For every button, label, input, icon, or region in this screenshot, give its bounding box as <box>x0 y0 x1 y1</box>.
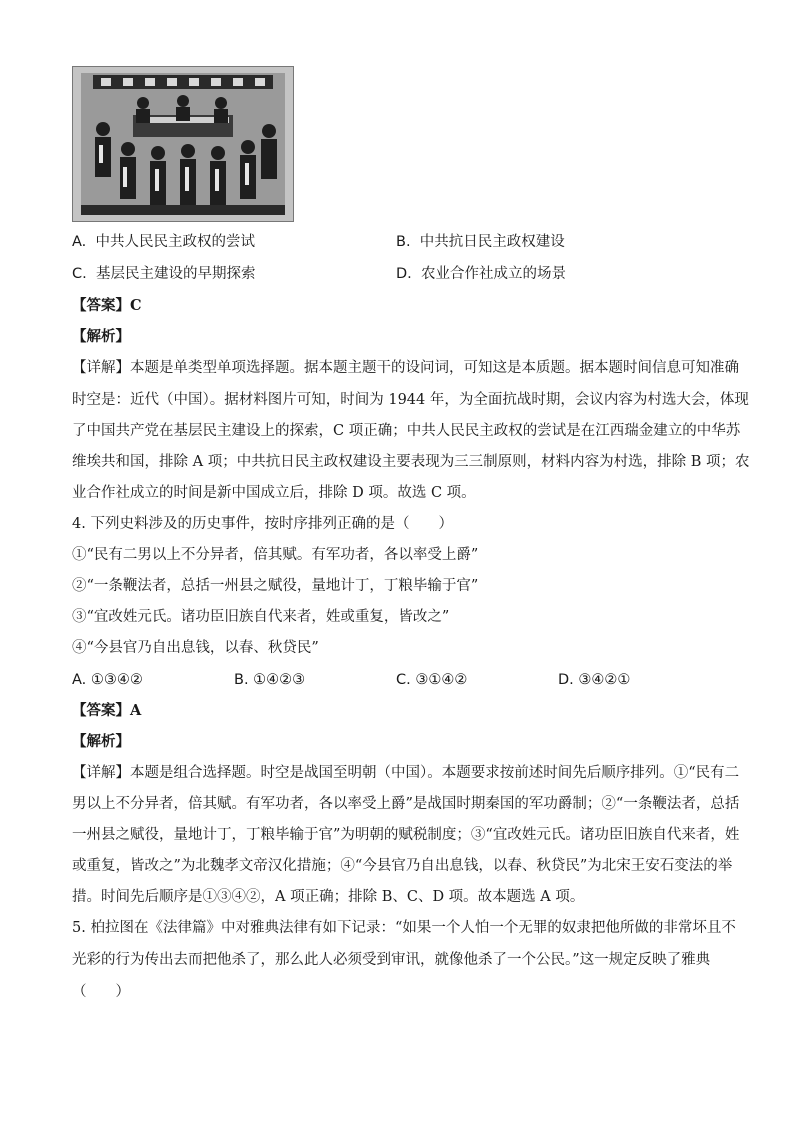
q4-detail-line: 【详解】本题是组合选择题。时空是战国至明朝（中国）。本题要求按前述时间先后顺序排列。①“民有二 <box>72 765 740 781</box>
q4-item: ③“宜改姓元氏。诸功臣旧族自代来者，姓或重复，皆改之” <box>72 609 450 625</box>
q5-stem-line: （ ） <box>72 984 130 1000</box>
q3-detail-line: 维埃共和国，排除 A 项；中共抗日民主政权建设主要表现为三三制原则，材料内容为村选，排除 B 项；农 <box>72 454 750 470</box>
q4-answer: 【答案】A <box>72 702 142 719</box>
q4-item: ②“一条鞭法者，总括一州县之赋役，量地计丁，丁粮毕输于官” <box>72 578 479 594</box>
q4-detail-line: 一州县之赋役，量地计丁，丁粮毕输于官”为明朝的赋税制度；③“宜改姓元氏。诸功臣旧族自代来者，姓 <box>72 827 740 843</box>
q4-detail-line: 措。时间先后顺序是①③④②，A 项正确；排除 B、C、D 项。故本题选 A 项。 <box>72 889 585 905</box>
q4-option-c: C. ③①④② <box>396 672 468 688</box>
q3-detail-line: 业合作社成立的时间是新中国成立后，排除 D 项。故选 C 项。 <box>72 485 476 501</box>
q4-item: ④“今县官乃自出息钱，以春、秋贷民” <box>72 640 319 656</box>
q3-analysis-label: 【解析】 <box>72 328 130 345</box>
q4-option-b: B. ①④②③ <box>234 672 306 688</box>
q4-option-d: D. ③④②① <box>558 672 631 688</box>
option-a: A. 中共人民民主政权的尝试 <box>72 234 255 250</box>
woodcut-image <box>73 67 293 221</box>
q3-detail-line: 【详解】本题是单类型单项选择题。据本题主题干的设问词，可知这是本质题。据本题时间信息可知准确 <box>72 360 739 376</box>
option-d: D. 农业合作社成立的场景 <box>396 266 566 282</box>
q3-detail-line: 时空是：近代（中国）。据材料图片可知，时间为 1944 年，为全面抗战时期，会议内容为村选大会，体现 <box>72 392 749 408</box>
woodcut-village-meeting-illustration-icon <box>72 66 294 222</box>
q4-detail-line: 男以上不分异者，倍其赋。有军功者，各以率受上爵”是战国时期秦国的军功爵制；②“一条鞭法者，总括 <box>72 796 740 812</box>
q4-detail-line: 或重复，皆改之”为北魏孝文帝汉化措施；④“今县官乃自出息钱，以春、秋贷民”为北宋王安石变法的举 <box>72 858 733 874</box>
q4-item: ①“民有二男以上不分异者，倍其赋。有军功者，各以率受上爵” <box>72 547 479 563</box>
q4-analysis-label: 【解析】 <box>72 733 130 750</box>
option-b: B. 中共抗日民主政权建设 <box>396 234 565 250</box>
q3-detail-line: 了中国共产党在基层民主建设上的探索，C 项正确；中共人民民主政权的尝试是在江西瑞金建立的中华苏 <box>72 423 741 439</box>
q5-stem-line: 5. 柏拉图在《法律篇》中对雅典法律有如下记录：“如果一个人怕一个无罪的奴隶把他所做的非常坏且不 <box>72 920 736 936</box>
q4-option-a: A. ①③④② <box>72 672 143 688</box>
q3-answer: 【答案】C <box>72 297 142 314</box>
q4-stem: 4. 下列史料涉及的历史事件，按时序排列正确的是（ ） <box>72 516 453 532</box>
q5-stem-line: 光彩的行为传出去而把他杀了，那么此人必须受到审讯，就像他杀了一个公民。”这一规定反映了雅典 <box>72 952 711 968</box>
option-c: C. 基层民主建设的早期探索 <box>72 266 256 282</box>
